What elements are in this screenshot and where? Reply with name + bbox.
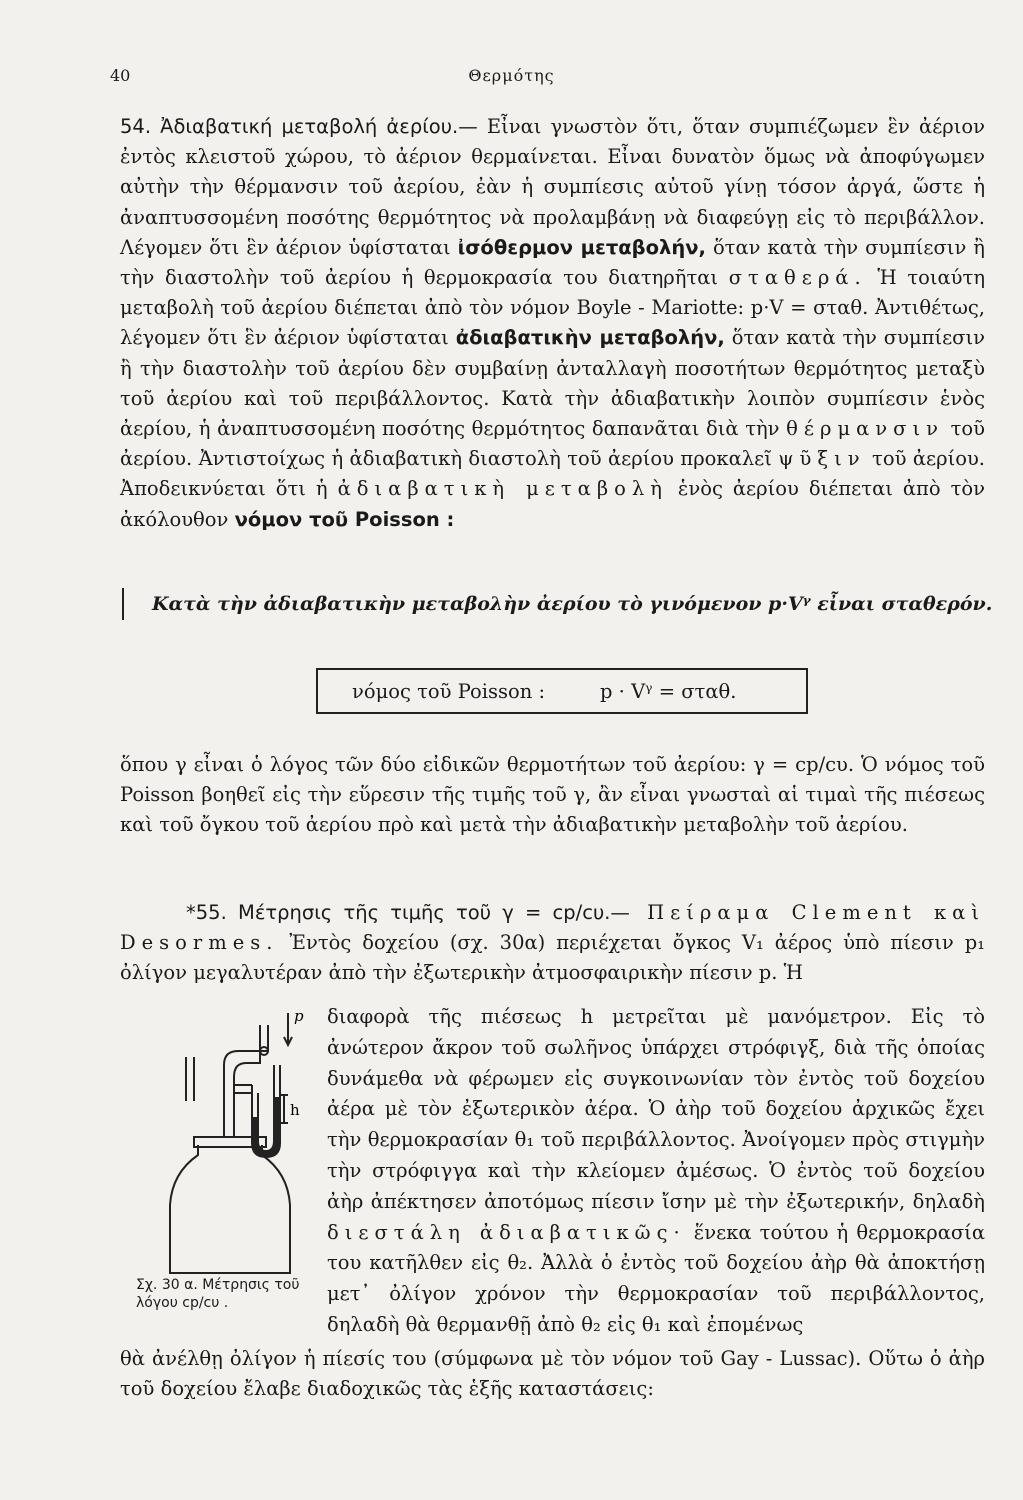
law-statement: Κατὰ τὴν ἀδιαβατικὴν μεταβολὴν ἀερίου τὸ γινόμενον p·Vᵞ εἶναι σταθερόν. bbox=[122, 588, 1014, 620]
text-run: τοῦ ἀερίου. Ἀποδεικνύεται ὅτι ἡ bbox=[120, 447, 986, 501]
poisson-law-box bbox=[316, 668, 808, 714]
gamma-definition-paragraph: ὅπου γ εἶναι ὁ λόγος τῶν δύο εἰδικῶν θερμοτήτων τοῦ ἀερίου: γ = cp/cυ. Ὁ νόμος τοῦ Poisson βοηθεῖ εἰς τὴν εὕρεσιν τῆς τιμῆς τοῦ γ, ἂν εἶναι γνωσταὶ αἱ τιμαὶ τῆς πιέσεως καὶ τοῦ ὄγκου τοῦ ἀερίου πρὸ καὶ μετὰ τὴν ἀδιαβατικὴν μεταβολὴν τοῦ ἀερίου. bbox=[120, 753, 985, 837]
text-run: ὅταν κατὰ τὴν συμπίεσιν ἢ τὴν διαστολὴν τοῦ ἀερίου δὲν συμβαίνῃ ἀνταλλαγὴ ποσοτήτων θερμότητος μεταξὺ τοῦ ἀερίου καὶ τοῦ περιβάλλοντος. Κατὰ τὴν ἀδιαβατικὴν λοιπὸν συμπίεσιν ἑνὸς ἀερίου, ἡ ἀναπτυσσομένη ποσότης θερμότητος δαπανᾶται διὰ τὴν bbox=[120, 326, 985, 441]
emphasis-cooling: ψῦξιν bbox=[778, 447, 866, 471]
text-run: Ἡ τοιαύτη μεταβολὴ τοῦ ἀερίου διέπεται ἀπὸ τὸν νόμον Boyle - Mariotte: p·V = σταθ. Ἀντιθέτως, λέγομεν ὅτι ἓν ἀέριον ὑφίσταται bbox=[120, 266, 985, 350]
poisson-law-label: νόμος τοῦ Poisson : bbox=[352, 680, 546, 703]
section-55-heading: *55. Μέτρησις τῆς τιμῆς τοῦ γ = cp/cυ.— bbox=[186, 901, 630, 924]
section-54-heading: 54. Ἀδιαβατική μεταβολή ἀερίου.— bbox=[120, 115, 478, 138]
text-run: τοῦ ἀερίου. Ἀντιστοίχως ἡ ἀδιαβατικὴ διαστολὴ τοῦ ἀερίου προκαλεῖ bbox=[120, 417, 985, 471]
page-number: 40 bbox=[110, 66, 131, 85]
poisson-law-equation: p · Vᵞ = σταθ. bbox=[600, 680, 737, 703]
running-header bbox=[0, 66, 1023, 96]
text-run: διαφορὰ τῆς πιέσεως h μετρεῖται μὲ μανόμετρον. Εἰς τὸ ἀνώτερον ἄκρον τοῦ σωλῆνος ὑπάρχει στρόφιγξ, διὰ τῆς ὁποίας δυνάμεθα νὰ φέρωμεν εἰς συγκοινωνίαν τὸν ἐντὸς τοῦ δοχείου ἀέρα μὲ τὸν ἐξωτερικὸν ἀέρα. Ὁ ἀὴρ τοῦ δοχείου ἀρχικῶς ἔχει τὴν θερμοκρασίαν θ₁ τοῦ περιβάλλοντος. Ἀνοίγομεν πρὸς στιγμὴν τὴν στρόφιγγα καὶ τὴν κλείομεν ἀμέσως. Ὁ ἐντὸς τοῦ δοχείου ἀὴρ ἀπέκτησεν ἀποτόμως πίεσιν ἴσην μὲ τὴν ἐξωτερικήν, δηλαδὴ bbox=[327, 1005, 985, 1213]
term-adiabatic: ἀδιαβατικὴν μεταβολήν, bbox=[455, 326, 725, 350]
text-run: ὅταν κατὰ τὴν συμπίεσιν ἢ τὴν διαστολὴν τοῦ ἀερίου ἡ θερμοκρασία του διατηρῆται bbox=[120, 235, 985, 290]
label-h: h bbox=[290, 1101, 300, 1119]
figure-caption: Σχ. 30 α. Μέτρησις τοῦ λόγου cp/cυ . bbox=[136, 1277, 300, 1311]
emphasis-constant: σταθερά. bbox=[728, 266, 867, 290]
section-54-paragraph bbox=[120, 112, 985, 535]
figure-side-text bbox=[327, 1002, 985, 1341]
text-run: ἕνεκα τούτου ἡ θερμοκρασία του κατῆλθεν εἰς θ₂. Ἀλλὰ ὁ ἐντὸς τοῦ δοχείου ἀὴρ θὰ ἀποκτήσῃ μετ᾽ ὀλίγον χρόνον τὴν θερμοκρασίαν τοῦ περιβάλλοντος, δηλαδὴ θὰ θερμανθῇ ἀπὸ θ₂ εἰς θ₁ καὶ ἐπομένως bbox=[327, 1220, 985, 1336]
text-run: ἑνὸς ἀερίου διέπεται ἀπὸ τὸν ἀκόλουθον bbox=[120, 477, 986, 531]
apparatus-diagram bbox=[160, 1005, 320, 1275]
text-run: Ἐντὸς δοχείου (σχ. 30α) περιέχεται ὄγκος V₁ ἀέρος ὑπὸ πίεσιν p₁ ὀλίγον μεγαλυτέραν ἀπὸ τὴν ἐξωτερικὴν ἀτμοσφαιρικὴν πίεσιν p. Ἡ bbox=[120, 931, 985, 985]
running-title: Θερμότης bbox=[468, 66, 555, 85]
emphasis-adiabatic-change: ἀδιαβατικὴ μεταβολὴ bbox=[337, 477, 668, 501]
section-55-closing: θὰ ἀνέλθῃ ὀλίγον ἡ πίεσίς του (σύμφωνα μὲ τὸν νόμον τοῦ Gay - Lussac). Οὕτω ὁ ἀὴρ τοῦ δοχείου ἔλαβε διαδοχικῶς τὰς ἑξῆς καταστάσεις: bbox=[120, 1347, 985, 1401]
emphasis-adiabatic-expansion: διεστάλη ἀδιαβατικῶς· bbox=[327, 1220, 686, 1244]
figure-30a bbox=[160, 1005, 320, 1275]
section-55-paragraph bbox=[120, 898, 985, 989]
text-run: Εἶναι γνωστὸν ὅτι, ὅταν συμπιέζωμεν ἓν ἀέριον ἐντὸς κλειστοῦ χώρου, τὸ ἀέριον θερμαίνεται. Εἶναι δυνατὸν ὅμως νὰ ἀποφύγωμεν αὐτὴν τὴν θέρμανσιν τοῦ ἀερίου, ἐὰν ἡ συμπίεσις αὐτοῦ γίνῃ τόσον ἀργά, ὥστε ἡ ἀναπτυσσομένη ποσότης θερμότητος νὰ προλαμβάνῃ νὰ διαφεύγῃ εἰς τὸ περιβάλλον. Λέγομεν ὅτι ἓν ἀέριον ὑφίσταται bbox=[120, 115, 985, 259]
term-isothermal: ἰσόθερμον μεταβολήν, bbox=[457, 235, 706, 259]
section-55-intro bbox=[120, 898, 985, 989]
term-poisson-law: νόμον τοῦ Poisson : bbox=[234, 507, 455, 531]
experiment-name: Πείραμα Clement καὶ Desormes. bbox=[120, 901, 985, 955]
label-p: p bbox=[294, 1007, 304, 1025]
emphasis-heating: θέρμανσιν bbox=[786, 417, 944, 441]
